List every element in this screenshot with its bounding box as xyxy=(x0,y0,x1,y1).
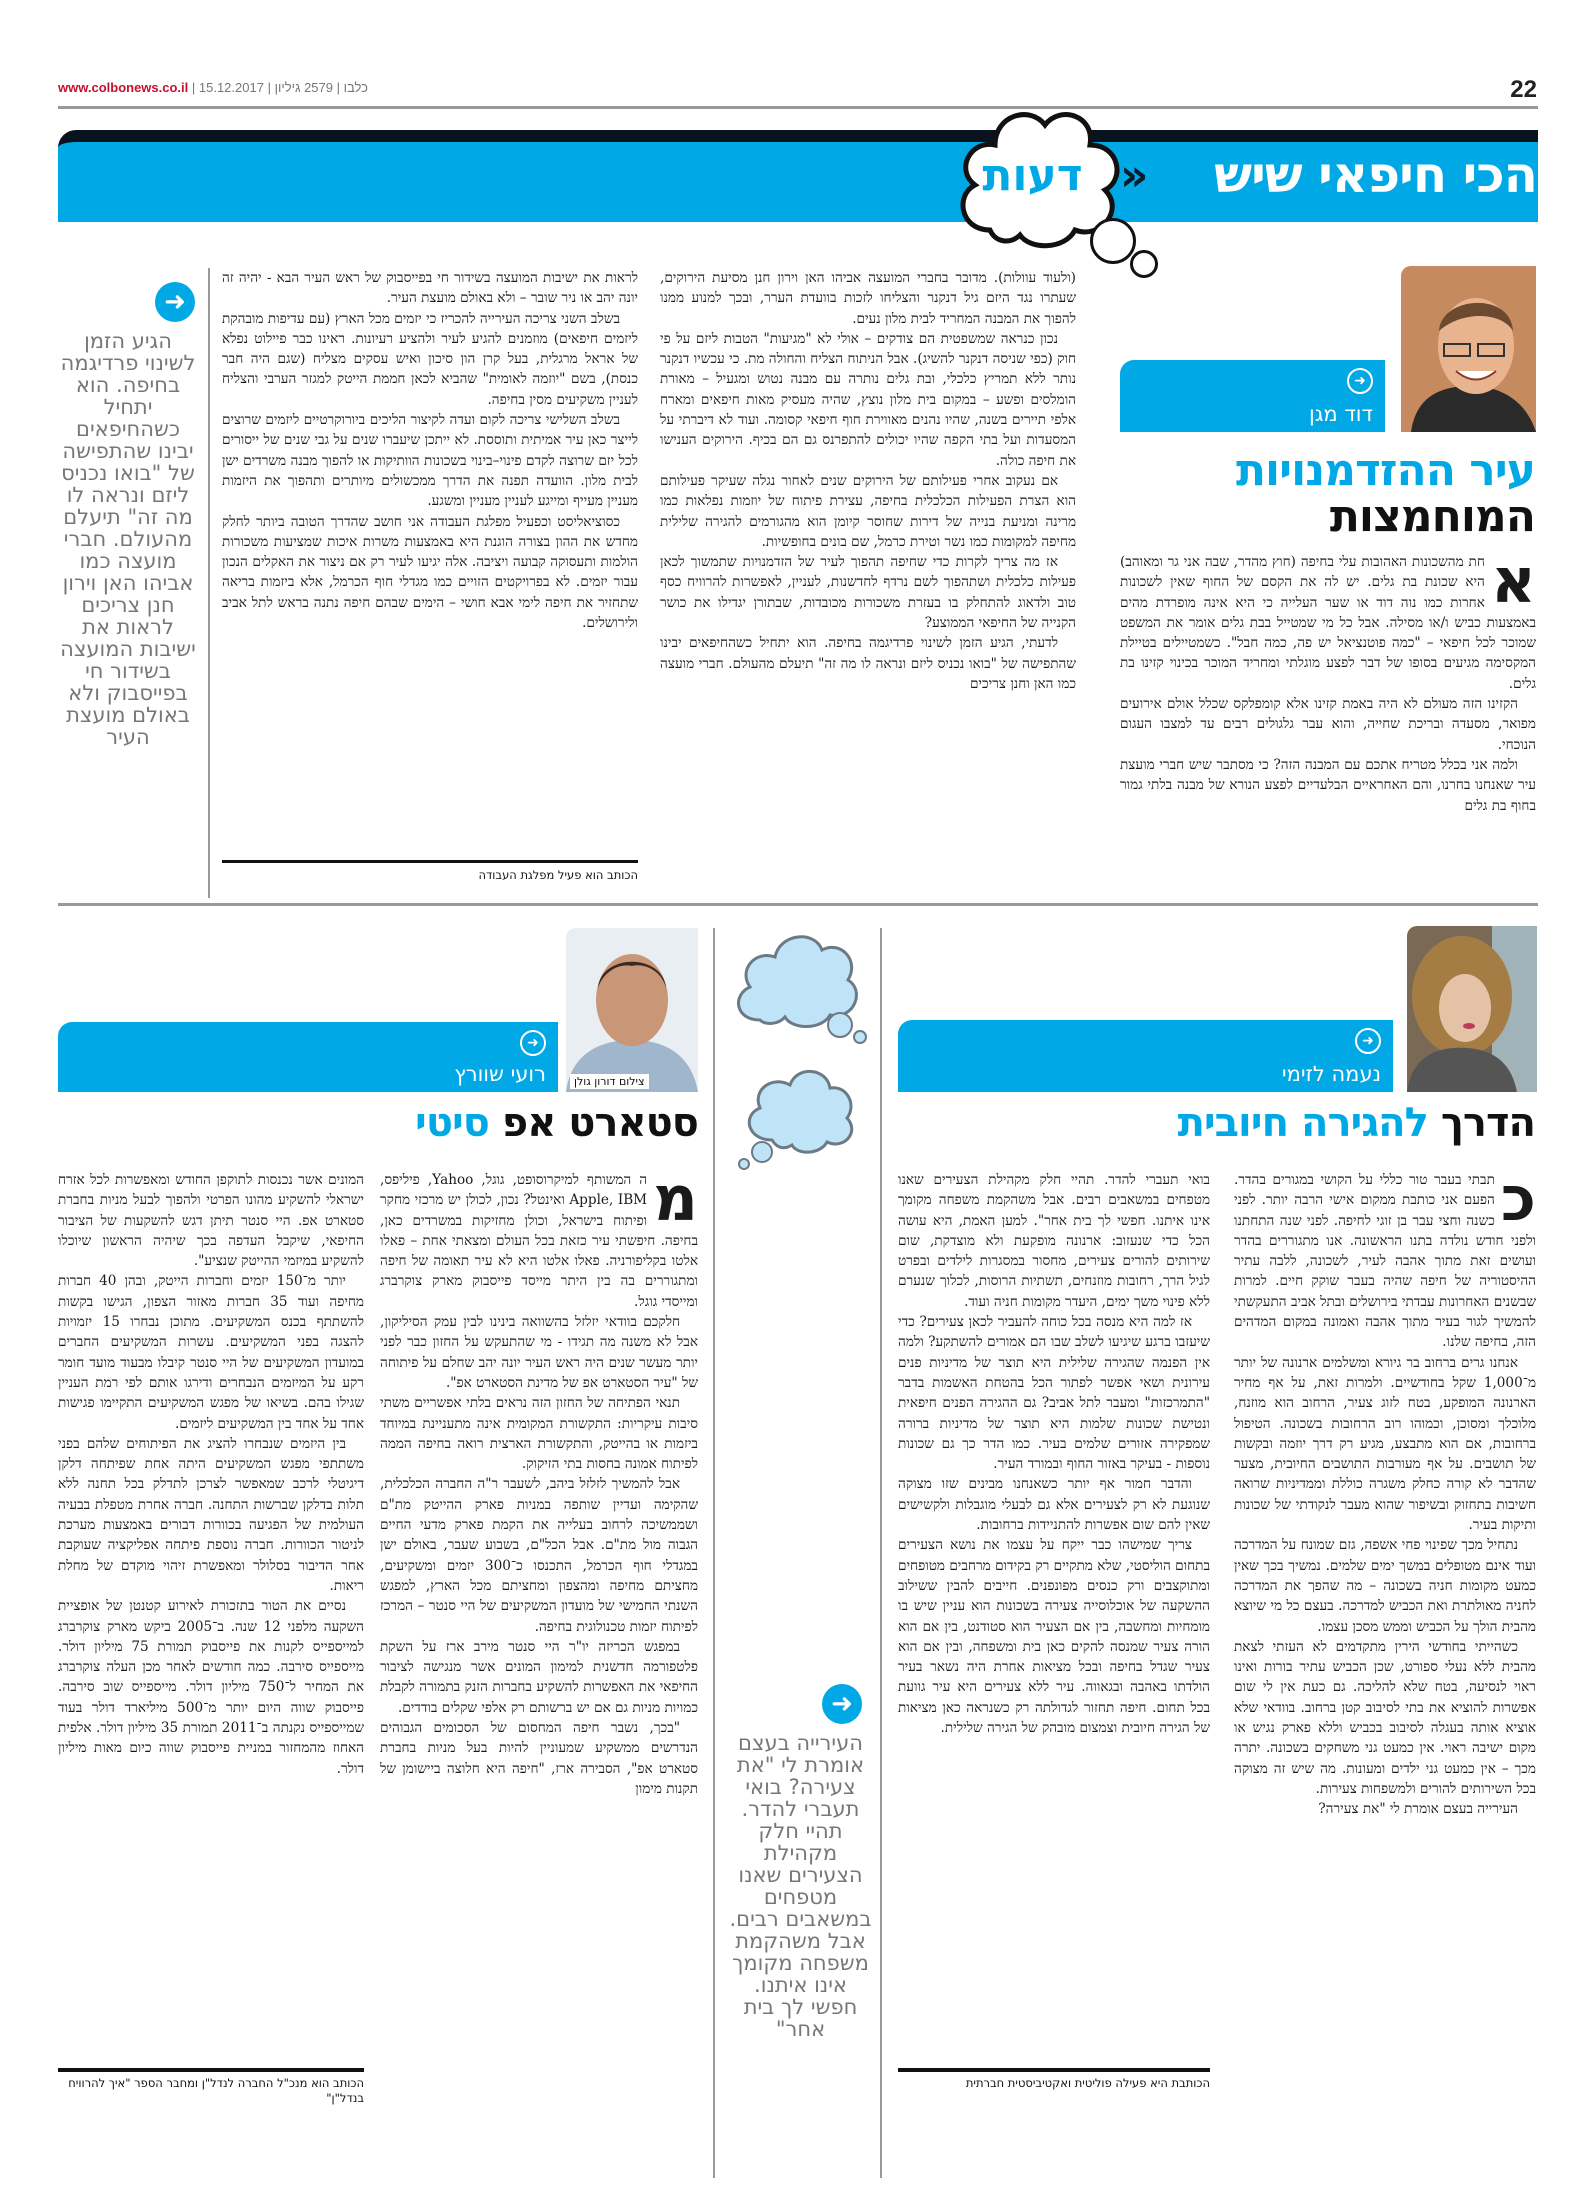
article-headline xyxy=(895,1102,1535,1144)
masthead-sep: | xyxy=(263,80,275,95)
paragraph: נכון כנראה שמשפטית הם צודקים – אולי לא "מגיעות" הטבות ליזם על פי חוק (כפי שניסה דנקנר להשיג). אבל הניתוח הצליח והחולה מת. כי עכשיו דנקנר נותר ללא תמריץ כלכלי, ובת גלים נותרה עם מבנה נטוש ומגעיל – מאורת הומלסים ופשע – במקום בית מלון נוצץ, שהיה מעסיק מאות חיפאים ומארח אלפי תיירים בשנה, שהיו נהנים מאווירת חוף חיפאי קסומה. ועוד לא דיברתי על המסעדות ועל בתי הקפה שהיו יכולים להתפרנס גם הם בכיף. הירוקים הענישו את חיפה כולה. xyxy=(660,330,1076,469)
author-box xyxy=(58,1022,558,1092)
thought-cloud-icon xyxy=(722,1060,862,1170)
article-column xyxy=(1234,1170,1536,2170)
paragraph: במפגש הכריזה יו"ר היי סנטר מירב ארז על השקת פלטפורמה חדשנית למימון המונים אשר מנגישה לציבור החיפאי את האפשרות להשקיע בחברות הזנק בתמורה לקבלת כמויות מניות גם אם יש ברשותם רק אלפי שקלים בודדים. xyxy=(380,1638,698,1716)
thought-bubble-icon xyxy=(1090,218,1136,264)
author-name[interactable]: דוד מגן xyxy=(1309,402,1373,426)
thought-cloud-icon xyxy=(730,925,870,1045)
article-column xyxy=(380,1170,698,2170)
pull-quote: העירייה בעצם אומרת לי "את צעירה? בואי תעברי להדר. תהיי חלק מקהילת הצעירים שאנו מטפחים במשאבים רבים. אבל משהקמת משפחה מקומך אינו איתנו. חפשי לך בית אחר" xyxy=(729,1731,872,2041)
headline-part: סטארט אפ xyxy=(501,1100,698,1146)
article-column xyxy=(898,1170,1210,2040)
site-url[interactable]: www.colbonews.co.il xyxy=(58,80,189,95)
byline-rule xyxy=(898,2068,1210,2072)
column-divider xyxy=(880,928,882,2178)
column-divider xyxy=(713,928,715,2178)
paragraph: הקזינו הזה מעולם לא היה באמת קזינו אלא קומפלקס שכלל אולם אירועים מפואר, מסעדה ובריכת שחייה, והוא עבר גלגולים רבים עד למצבו העגום הנוכחי. xyxy=(1120,696,1536,753)
author-name[interactable]: נעמה לזימי xyxy=(1281,1062,1381,1086)
issue-date: 15.12.2017 xyxy=(198,80,264,95)
divider xyxy=(58,106,1538,109)
paragraph: (ולעוד עוולות). מדובר בחברי המועצה אביהו האן וירון חנן מסיעת הירוקים, שעתרו נגד היזם גיל דנקנר והצליחו לזכות בוועדת הערר, ובכך למנוע ממנו להפוך את המבנה המחריד לבית מלון נעים. xyxy=(660,270,1076,327)
drop-cap: כ xyxy=(1500,1170,1536,1235)
paragraph: אז למה היא מנסה בכל כוחה להעביר לכאן צעירים? כדי שיעזבו ברגע שיגיעו לשלב שבו הם אמורים להשתקע? ולמה אין הפנמה שהגירה שלילית היא תוצר של מדיניות פנים עירונית ושאי אפשר לפתור הכל בהטחת האשמות בדבר "התמרכזות" ומעבר לתל אביב? גם ההגירה הפנים חיפאית ונטישת שכונות שלמות היא תוצר של מדיניות ברורה שמפקירה אזורים שלמים בעיר. כמו הדר כך גם שכונות נוספות - בעיקר באזור החוף ובמורד העיר. xyxy=(898,1314,1210,1473)
paragraph: תבתי בעבר טור כללי על הקושי במגורים בהדר. הפעם אני כותבת ממקום אישי הרבה יותר. לפני כשנה וחצי עבר בן זוגי לחיפה. לפני שנה התחתנו ולפני חודש נולדה בתנו הראשונה. אנו מתגוררים בהדר ועושים זאת מתוך אהבה לעיר, לשכונה, ללבה עתיר ההיסטוריה של חיפה שהיה בעבר שוקק חיים. למרות שבשנים האחרונות עבדתי בירושלים ובתל אביב התעקשתי להמשיך לגור בעיר מתוך אהבה ואמונה במקום המדהים הזה, בחיפה שלנו. xyxy=(1234,1172,1536,1351)
paper-name: כלבו xyxy=(343,80,368,95)
author-photo xyxy=(1407,926,1537,1092)
masthead xyxy=(58,80,1538,102)
article-column xyxy=(222,268,638,848)
arrow-right-icon: ➜ xyxy=(1355,1028,1381,1054)
divider xyxy=(58,903,1538,906)
paragraph: ה המשותף למיקרוסופט, גוגל, Yahoo, פיליפס, Apple, IBM ואינטל? נכון, לכולן יש מרכזי מחקר ופיתוח בישראל, וכולן מחזיקות במשרדים כאן, בחיפה. חיפשתי עיר כזאת בכל העולם ומצאתי אחת – פאלו אלטו בקליפורניה. פאלו אלטו היא לא עיר תאומה של חיפה ומתגוררים בה בין היתר מייסד פייסבוק מארק צוקרברג ומייסדי גוגל. xyxy=(380,1172,698,1310)
paragraph: אז מה צריך לקרות כדי שחיפה תהפוך לעיר של הזדמנויות שתמשוך לכאן פעילות כלכלית ושתהפוך לשם נרדף לחדשנות, לעניין, לאפשרות להרוויח כסף טוב ולדאוג להתחלק בו בעזרת משכורות מכובדות, שבתורן יגדילו את כושר הקנייה של החיפאי הממוצע? xyxy=(660,554,1076,632)
byline-rule xyxy=(222,860,638,863)
section-title: הכי חיפאי שיש xyxy=(1214,146,1537,204)
issue-number: 2579 גיליון xyxy=(274,80,333,95)
author-box xyxy=(898,1020,1393,1092)
article-headline xyxy=(1065,445,1535,543)
masthead-sep: | xyxy=(188,80,199,95)
article-column xyxy=(58,1170,364,2040)
section-name: דעות xyxy=(982,150,1083,201)
paragraph: "בכך, נשבר חיפה המחסום של הסכומים הגבוהים הנדרשים ממשקיע שמעוניין להיות בעל מניות בחברת סטארט אפ", הסבירה ארז, "חיפה היא חלוצה ביישומן של תקנות מימון xyxy=(380,1720,698,1797)
paragraph: כסוציאליסט וכפעיל מפלגת העבודה אני חושב שהדרך הטובה ביותר לחלק מחדש את ההון בצורה הוגנת היא באמצעות משרות איכות שמציעות משכורות הולמות ותעסוקה קבועה ויציבה. אלה יגיעו לעיר רק אם ניצור את האקלים הנכון עבור יזמים. לא בפרויקטים הזויים כמו מגדלי חוף הכרמל, אלא ביזמות בריאה שתחזיר את חיפה לימי אבא חושי – הימים שבהם חיפה נתנה בראש לתל אביב ולירושלים. xyxy=(222,513,638,632)
drop-cap: א xyxy=(1490,552,1536,617)
chevron-double-left-icon: » xyxy=(1120,150,1149,201)
author-bio: הכותבת היא פעילה פוליטית ואקטיביסטית חברתית xyxy=(965,2076,1210,2090)
article-column xyxy=(1120,552,1536,892)
paragraph: העירייה בעצם אומרת לי "את צעירה? xyxy=(1318,1801,1518,1818)
arrow-right-icon: ➜ xyxy=(520,1030,546,1056)
paragraph: והדבר חמור אף יותר כשאנחנו מבינים שזו מצוקה שנוגעת לא רק לצעירים אלא גם לבעלי מוגבלות ולקשישים שאין להם שום אפשרות להתניידות ברחובות. xyxy=(898,1476,1210,1534)
headline-line: עיר ההזדמנויות xyxy=(1235,445,1535,496)
article-headline xyxy=(58,1102,698,1144)
arrow-right-icon: ➜ xyxy=(822,1684,862,1724)
paragraph: בין היזמים שנבחרו להציג את הפיתוחים שלהם בפני משתתפי מפגש המשקיעים היתה אחת שפיתחה דלקן דיגיטלי לרכב שמאפשר לצרכן לתדלק בכל תחנה ללא תלות בדלקן שברשות התחנה. חברה אחרת מטפלת בבעיה העולמית של הפגיעה בכוורות דבורים באמצעות מערכת לניטור הכוורות. חברה נוספת פיתחה אפליקציה שעוקבת אחר הדיבור בסלולר ומאפשרת זיהוי מוקדם של מחלת ריאות. xyxy=(58,1435,364,1594)
paragraph: ולמה אני בכלל מטריח אתכם עם המבנה הזה? כי מסתבר שיש חברי מועצת עיר שאנחנו בחרנו, והם האחראיים הבלעדיים לפצע הנורא של מבנה בלתי גמור בחוף בת גלים xyxy=(1120,756,1536,814)
headline-part: הדרך xyxy=(1440,1100,1535,1146)
paragraph: בשלב השני צריכה העירייה להכריז כי יזמים מכל הארץ (עם עדיפות מובהקת ליזמים חיפאים) מוזמנים להגיע לעיר ולהציע רעיונות. ראינו כבר פיילוט נפלא של אראל מרגלית, בעל קרן הון סיכון ואיש עסקים מצליח (שגם היה חבר כנסת), בשם "יוזמה לאומית" שהביא לכאן חממת הייטק למגזר הערבי והצליח לעניין משקיעים מסין בחיפה. xyxy=(222,310,638,408)
paragraph: אבל להמשיך לזלזל ביהב, לשעבר ר"ה החברה הכלכלית, שהקימה ועדיין שותפה במניות פארק ההייטק מת"ם ושממשיכה לרחוב בעלייה את הקמת פארק מדעי החיים הגבוה מול מת"ם. אבל הכל"ם, בשבוע שעבר, באולם ישן במגדלי חוף הכרמל, התכנסו כ־300 יזמים ומשקיעים, מחציתם מחיפה ומהצפון ומחציתם מכל הארץ, למפגש השנתי החמישי של מועדון המשקיעים של היי סנטר – המרכז לפיתוח יזמות טכנולוגית בחיפה. xyxy=(380,1476,698,1635)
drop-cap: מ xyxy=(653,1170,698,1235)
paragraph: בשלב השלישי צריכה לקום ועדה לקיצור הליכים ביורוקרטיים ליזמים שרוצים לייצר כאן עיר אמיתית ותוססת. לא ייתכן שיעברו שנים על גבי שנים של ייסורים לכל יזם שרוצה לקדם פינוי–בינוי בשכונות הוותיקות או להפוך מבנה משרדים ישן לבית מלון. הוועדה תפנה את הדרך ממכשולים מיותרים ותהפוך את היזמות מעניין מעייף ומייגע לעניין מעניין ומשגע. xyxy=(222,412,638,510)
masthead-sep: | xyxy=(333,80,344,95)
paragraph: לראות את ישיבות המועצה בשידור חי בפייסבוק של ראש העיר הבא - יהיה זה יונה יהב או ניר שובר – ולא באולם מועצת העיר. xyxy=(222,270,638,307)
paragraph: אנחנו גרים ברחוב בר גיורא ומשלמים ארנונה של יותר מ־1,000 שקל בחודשיים. ולמרות זאת, על אף מחיר הארנונה המופקע, בטח לזוג צעיר, הרחוב הוא מוזנח, מלוכלך ומסוכן, וכמוהו רוב הרחובות בשכונה. הטיפול ברחובות, אם הוא מתבצע, מגיע רק דרך יוזמה ובקשות של תושבים. על אף מעורבות התושבים החיובית, מצער שהדבר לא קורה כחלק משגרה כוללת וממדיניות שרואה חשיבות בתחזוק ובשיפור שהוא מעבר לנקודתי של שכונות ותיקות בעיר. xyxy=(1234,1354,1536,1534)
author-photo xyxy=(1401,266,1536,432)
author-photo xyxy=(566,928,698,1092)
arrow-right-icon: ➜ xyxy=(1347,368,1373,394)
author-bio: הכותב הוא מנכ"ל החברה לנדל"ן ומחבר הספר "איך להרוויח בנדל"ן" xyxy=(68,2076,364,2105)
author-box xyxy=(1120,360,1385,432)
arrow-right-icon: ➜ xyxy=(155,282,195,322)
photo-credit: צילום דורון גולן xyxy=(570,1074,649,1089)
paragraph: תנאי הפתיחה של החזון הזה נראים בלתי אפשריים משתי סיבות עיקריות: התקשורת המקומית אינה מתעניינת במיוחד ביזמות או בהייטק, והתקשורת הארצית רואה בחיפה הממה לפיתוח אמונה בחסות בתי הזיקוק. xyxy=(380,1395,698,1473)
paragraph: בואי תעברי להדר. תהיי חלק מקהילת הצעירים שאנו מטפחים במשאבים רבים. אבל משהקמת משפחה מקומך אינו איתנו. חפשי לך בית אחר". למען האמת, היא עושה הכל כדי שנעזוב: ארנונה מופקעת ולא מוצדקת, שום שירותים להורים צעירים, מחסור במסגרות לילדים ובפרט לגיל הרך, רחובות מוזנחים, תשתיות הרוסות, לכלוך שנערם ללא פינוי משך ימים, היעדר מקומות חניה ועוד. xyxy=(898,1172,1210,1310)
paragraph: נתחיל מכך שפינוי פחי אשפה, גזם שמונח על המדרכה ועוד אינם מטופלים במשך ימים שלמים. נמשיך בכך שאין כמעט מקומות חניה בשכונה – מה שהפך את המדרכה לחניה מאולתרת ואת הכביש למדרכה. בעצם כל מי שיוצא מהבית הולך על הכביש וממש מסכן עצמו. xyxy=(1234,1537,1536,1635)
paragraph: צריך שמישהו כבר ייקח על עצמו את נושא הצעירים בתחום הוליסטי, שלא מתקיים רק בקידום מרחבים מטופחים ומתוקצבים ורק כנסים מפונפנים. חייבים להבין ששילוב ההשקעה של אוכלוסייה צעירה בשכונות הוא עניין שיש בו מומחיות ומחשבה, בין אם הצעיר הוא סטודנט, בין אם הוא הורה צעיר שמנסה להקים כאן בית ומשפחה, ובין אם הוא צעיר שגדל בחיפה ובכל מציאות אחרת היה נשאר בעיר הולדתו באהבה ובגאווה. עיר ללא צעירים היא עיר גוועת בכל תחום. חיפה תחזור לגדולתה רק כשנראה כאן מציאות של הגירה חיובית וצמצום מובהק של הגירה שלילית. xyxy=(898,1537,1210,1737)
headline-line: המוחמצות xyxy=(1329,491,1535,543)
page-number: 22 xyxy=(1510,76,1537,103)
pull-quote: הגיע הזמן לשינוי פרדיגמה בחיפה. הוא יתחיל כשהחיפאים יבינו שהתפישה של "בואו נכניס ליזם ונראה לו מה זה" תיעלם מהעולם. חברי מועצה כמו אביהו האן וירון חנן צריכים לראות את ישיבות המועצה בשידור חי בפייסבוק ולא באולם מועצת העיר xyxy=(60,329,196,749)
thought-bubble-icon xyxy=(1130,250,1158,278)
author-bio: הכותב הוא פעיל מפלגת העבודה xyxy=(478,868,638,882)
paragraph: יותר מ־150 יזמים וחברות הייטק, ובהן 40 חברות מחיפה ועוד 35 חברות מאזור הצפון, הגישו בקשות להשתתף בכנס המשקיעים. מתוכן נבחרו 15 יזמויות להצגה בפני המשקיעים. עשרות המשקיעים החברים במועדון המשקיעים של היי סנטר קיבלו מבעוד מועד חומר רקע על המיזמים הנבחרים ודירגו אותם לפי רמת העניין שגילו בהם. בשיאו של מפגש המשקיעים התקיימו פגישות אחד על אחד בין המשקיעים ליזמים. xyxy=(58,1273,364,1432)
paragraph: נסיים את הטור בתזכורת לאירוע קטנטן של אופציית השקעה מלפני 12 שנה. ב־2005 ביקש מארק צוקרברג למייספייס לקנות את פייסבוק תמורת 75 מיליון דולר. מייספייס סירבה. כמה חודשים לאחר מכן העלה צוקרברג את המחיר ל־750 מיליון דולר. מייספייס שוב סירבה. פייסבוק שווה היום יותר מ־500 מיליארד דולר בעוד שמייספייס נקנתה ב־2011 תמורת 35 מיליון דולר. אלפית האחוז מהמחזור במניית פייסבוק שווה כיום מאות מיליון דולר. xyxy=(58,1598,364,1777)
author-name[interactable]: רועי שוורץ xyxy=(454,1062,546,1086)
paragraph: חלקכם בוודאי יזלזל בהשוואה בינינו לבין עמק הסיליקון, אבל לא משנה מה תגידו - מי שהתעקש על החזון כבר לפני יותר מעשר שנים היה ראש העיר יונה יהב שחלם על פיתוחה של "עיר הסטארט אפ של מדינת הסטארט אפ". xyxy=(380,1314,698,1391)
byline-rule xyxy=(58,2068,364,2072)
paragraph: כשהייתי בחודשי הירין מתקדמים לא העזתי לצאת מהבית ללא נעלי ספורט, שכן הכביש עתיר בורות ואינו ראוי לנסיעה, בטח שלא להליכה. גם כעת אין לי שום אפשרות להוציא את בתי לסיבוב קטן ברחוב. בוודאי שלא אוציא אותה בעגלה לסיבוב בכביש וללא פארק נגיש או מקום ישיבה ראוי. אין כמעט גני משחקים בשכונה. יתרה מכך – אין כמעט גני ילדים ומעונות. מה שיש זה מצוקה בכל השירותים להורים ולמשפחות צעירות. xyxy=(1234,1638,1536,1797)
column-divider xyxy=(208,268,210,898)
paragraph: לדעתי, הגיע הזמן לשינוי פרדיגמה בחיפה. הוא יתחיל כשהחיפאים יבינו שהתפישה של "בואו נכניס ליזם ונראה לו מה זה" תיעלם מהעולם. חברי מועצה כמו האן וחנן צריכים xyxy=(660,635,1076,692)
headline-part: סיטי xyxy=(415,1100,489,1146)
paragraph: אם נעקוב אחרי פעילותם של הירוקים שנים לאחור נגלה שעיקר פעילותם הוא הצרת הפעילות הכלכלית בחיפה, עצירת פיתוח של יוזמות נפלאות כמו מרינה ומניעת בנייה של דירות שחוסר קיומן הוא מהגורמים להגירה שלילית מחיפה למקומות כמו נשר וטירת כרמל, שם בונים בחופשיות. xyxy=(660,472,1076,550)
headline-part: להגירה חיובית xyxy=(1177,1100,1428,1146)
paragraph: המונים אשר נכנסות לתוקפן החודש ומאפשרות לכל אזרח ישראלי להשקיע מהונו הפרטי ולהפוך לבעל מניות בחברת סטארט אפ. היי סנטר תיתן דגש להשקעות של הציבור החיפאי, שיקבל העדפה בכך שיהיה הראשון שיוכלו להשקיע במיזמי ההייטק שנציע". xyxy=(58,1172,364,1270)
paragraph: חת מהשכונות האהובות עלי בחיפה (חוץ מהדר, שבה אני גר ומאוהב) היא שכונת בת גלים. יש לה את הקסם של החוף שאין לשכונות אחרות כמו נוה דוד או שער העלייה כי היא אינה מופרדת מהים באמצעות כביש ו/או מסילה. אבל כל מי שמטייל בבת גלים אומר את המשפט שמוכר לכל חיפאי – "כמה פוטנציאל יש פה, כמה חבל". כשמטיילים בטיילת המקסימה מגיעים בסופו של דבר לפצע מוגלתי ומחריד המוכר בכינוי קזינו בת גלים. xyxy=(1120,554,1536,692)
article-column xyxy=(660,268,1076,892)
